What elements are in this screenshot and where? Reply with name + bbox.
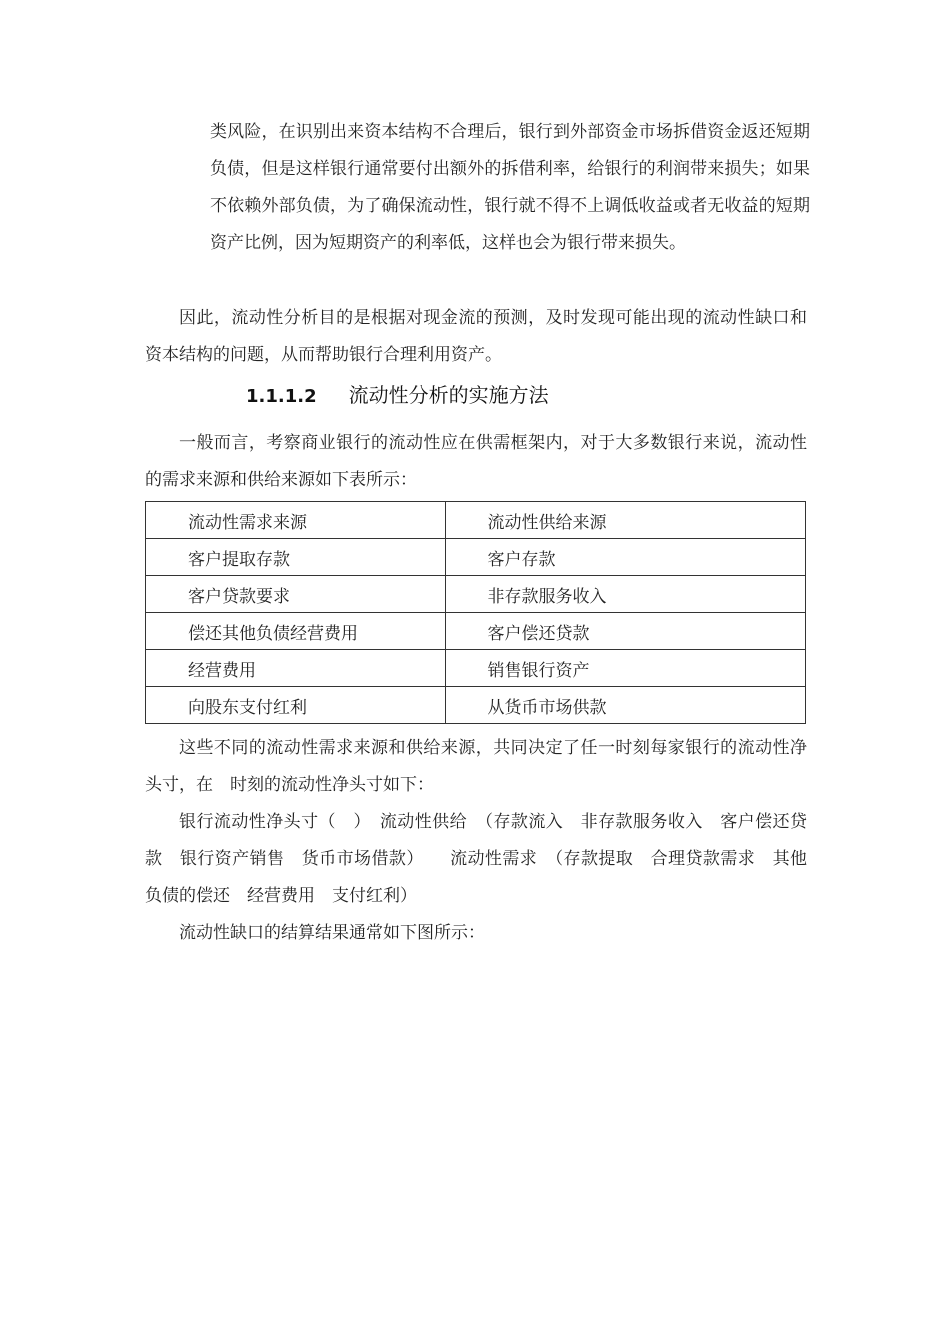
after-table-paragraph: 这些不同的流动性需求来源和供给来源，共同决定了任一时刻每家银行的流动性净头寸，在 时刻的流动性净头寸如下： bbox=[145, 738, 807, 795]
liquidity-sources-table bbox=[145, 501, 806, 724]
section-number: 1.1.1.2 bbox=[246, 386, 317, 407]
supply-cell: 从货币市场供款 bbox=[445, 687, 805, 724]
section-title: 流动性分析的实施方法 bbox=[348, 383, 549, 407]
supply-cell: 非存款服务收入 bbox=[445, 576, 805, 613]
gap-intro-paragraph: 流动性缺口的结算结果通常如下图所示： bbox=[179, 923, 485, 943]
table-row bbox=[146, 650, 806, 687]
table-row bbox=[146, 576, 806, 613]
header-demand-sources: 流动性需求来源 bbox=[146, 502, 446, 539]
continuation-paragraph: 类风险，在识别出来资本结构不合理后，银行到外部资金市场拆借资金返还短期负债，但是这样银行通常要付出额外的拆借利率，给银行的利润带来损失；如果不依赖外部负债，为了确保流动性，银行就不得不上调低收益或者无收益的短期资产比例，因为短期资产的利率低，这样也会为银行带来损失。 bbox=[210, 122, 810, 253]
header-supply-sources: 流动性供给来源 bbox=[445, 502, 805, 539]
table-row bbox=[146, 539, 806, 576]
supply-cell: 客户存款 bbox=[445, 539, 805, 576]
table-header-row bbox=[146, 502, 806, 539]
demand-cell: 客户提取存款 bbox=[146, 539, 446, 576]
section-heading bbox=[246, 378, 549, 414]
demand-cell: 偿还其他负债经营费用 bbox=[146, 613, 446, 650]
supply-cell: 销售银行资产 bbox=[445, 650, 805, 687]
supply-cell: 客户偿还贷款 bbox=[445, 613, 805, 650]
table-row bbox=[146, 613, 806, 650]
net-position-formula: 银行流动性净头寸（ ） 流动性供给 （存款流入 非存款服务收入 客户偿还贷款 银行资产销售 货币市场借款） 流动性需求 （存款提取 合理贷款需求 其他负债的偿还 经营费用 支付红利） bbox=[145, 812, 807, 906]
conclusion-paragraph: 因此，流动性分析目的是根据对现金流的预测，及时发现可能出现的流动性缺口和资本结构的问题，从而帮助银行合理利用资产。 bbox=[145, 308, 807, 365]
intro-paragraph: 一般而言，考察商业银行的流动性应在供需框架内，对于大多数银行来说，流动性的需求来源和供给来源如下表所示： bbox=[145, 433, 807, 490]
demand-cell: 客户贷款要求 bbox=[146, 576, 446, 613]
demand-cell: 经营费用 bbox=[146, 650, 446, 687]
table-row bbox=[146, 687, 806, 724]
demand-cell: 向股东支付红利 bbox=[146, 687, 446, 724]
